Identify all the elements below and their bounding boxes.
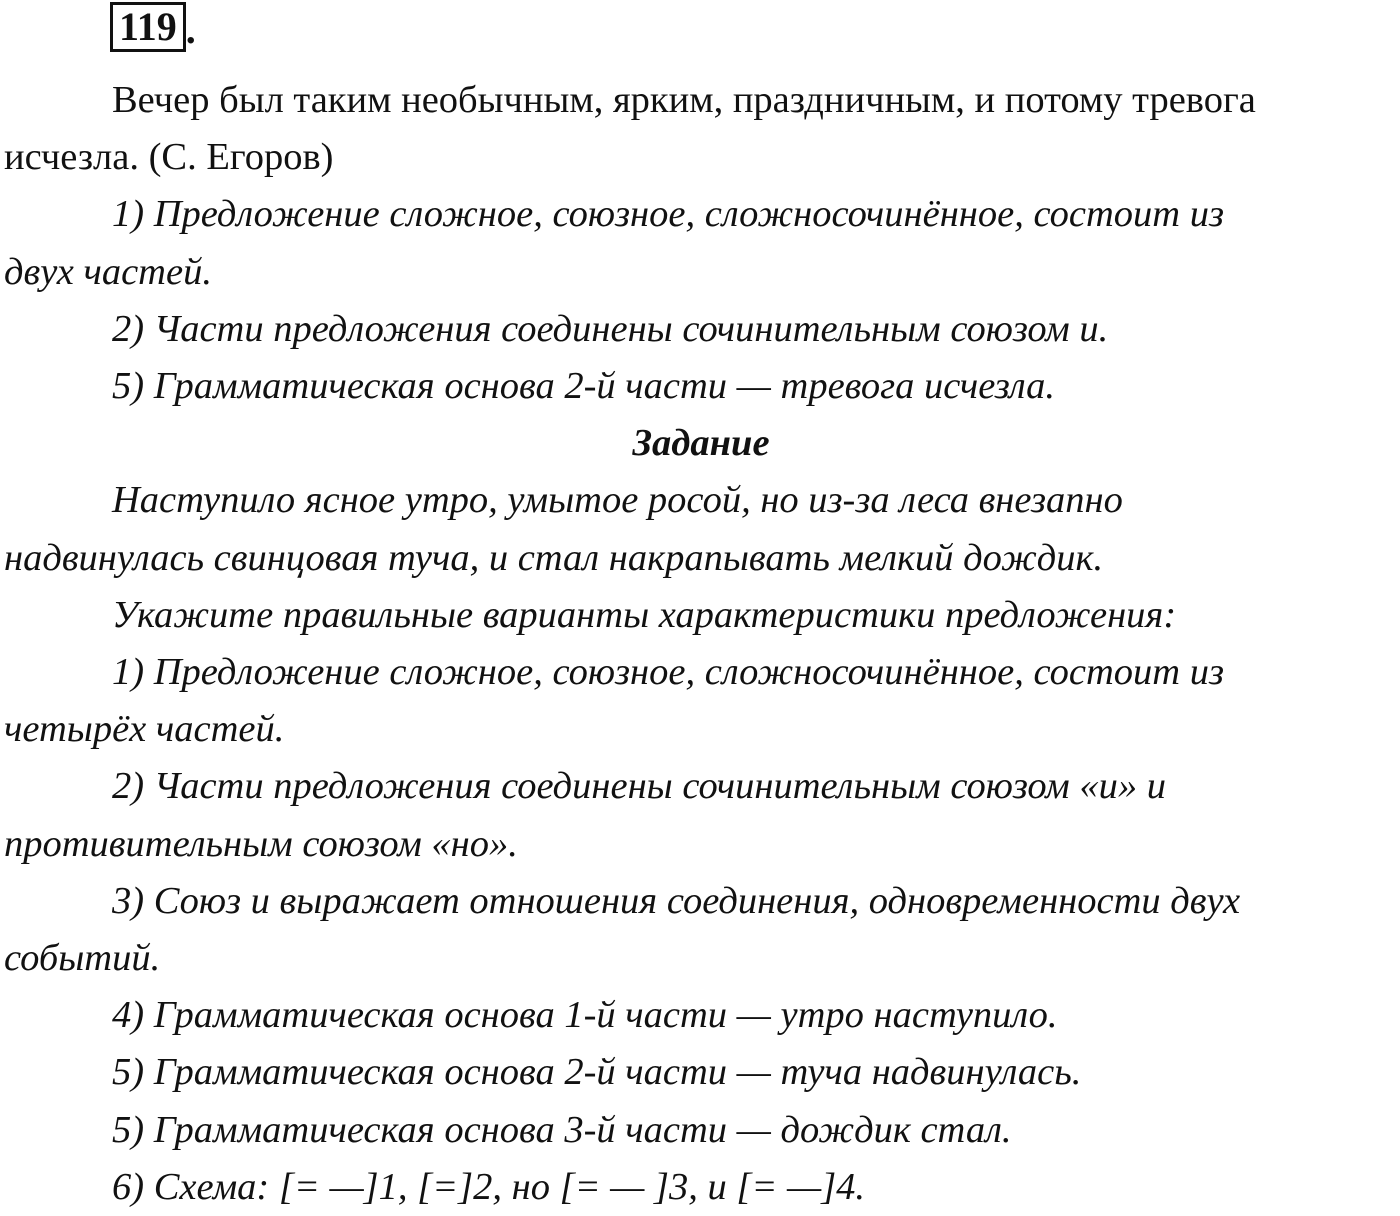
task-option-1-line-2: четырёх частей. [4, 708, 285, 751]
exercise-text [4, 72, 1398, 1216]
exercise-number-box: 119 [110, 2, 186, 52]
task-option-2-line-2: противительным союзом «но». [4, 822, 518, 865]
task-option-1-line-1: 1) Предложение сложное, союзное, сложносочинённое, состоит из [112, 651, 1224, 694]
answer-item-1-line-2: двух частей. [4, 250, 212, 293]
answer-item-5: 5) Грамматическая основа 2-й части — тревога исчезла. [112, 365, 1055, 408]
task-instruction: Укажите правильные варианты характеристики предложения: [112, 593, 1177, 636]
answer-item-1-line-1: 1) Предложение сложное, союзное, сложносочинённое, состоит из [112, 193, 1224, 236]
task-option-4: 4) Грамматическая основа 1-й части — утро наступило. [112, 994, 1058, 1037]
intro-line-2: исчезла. (С. Егоров) [4, 136, 334, 179]
task-option-3-line-1: 3) Союз и выражает отношения соединения, одновременности двух [112, 879, 1241, 922]
answer-item-2: 2) Части предложения соединены сочинительным союзом и. [112, 307, 1109, 350]
intro-line-1: Вечер был таким необычным, ярким, праздничным, и потому тревога [112, 79, 1256, 121]
task-option-6: 6) Схема: [= —]1, [=]2, но [= — ]3, и [= —]4. [112, 1165, 866, 1208]
task-option-5b: 5) Грамматическая основа 3-й части — дождик стал. [112, 1108, 1012, 1151]
task-sentence-line-2: надвинулась свинцовая туча, и стал накрапывать мелкий дождик. [4, 536, 1104, 579]
task-heading: Задание [632, 422, 770, 465]
exercise-label [110, 4, 196, 52]
exercise-number-dot: . [185, 7, 196, 52]
task-option-3-line-2: событий. [4, 937, 161, 980]
task-option-2-line-1: 2) Части предложения соединены сочинительным союзом «и» и [112, 765, 1166, 808]
task-sentence-line-1: Наступило ясное утро, умытое росой, но из-за леса внезапно [112, 479, 1123, 522]
task-option-5a: 5) Грамматическая основа 2-й части — туча надвинулась. [112, 1051, 1082, 1094]
